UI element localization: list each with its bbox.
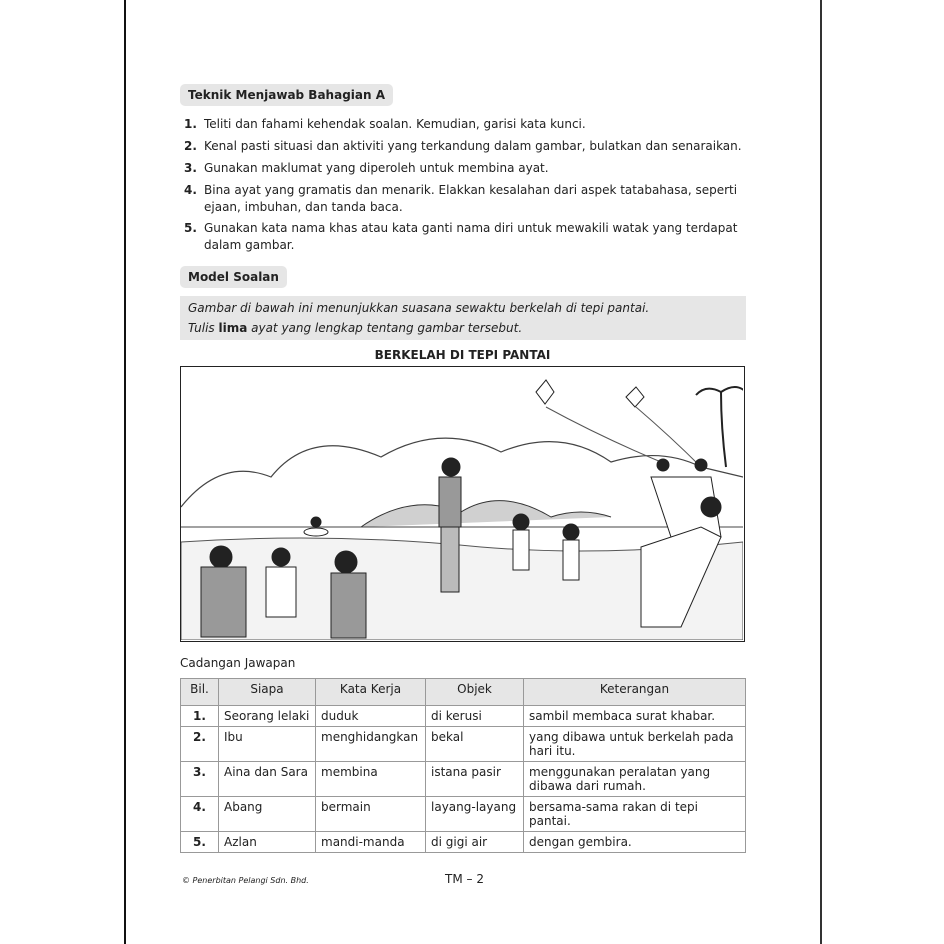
table-row [181, 762, 746, 797]
answer-table [180, 678, 746, 853]
table-cell: bermain [316, 797, 426, 832]
beach-scene-image [181, 367, 743, 640]
technique-item [184, 158, 754, 178]
table-cell: di kerusi [426, 706, 524, 727]
section-heading: Teknik Menjawab Bahagian A [180, 84, 393, 106]
table-cell: sambil membaca surat khabar. [524, 706, 746, 727]
table-cell: 5. [181, 832, 219, 853]
table-cell: 3. [181, 762, 219, 797]
item-text: Gunakan kata nama khas atau kata ganti nama diri untuk mewakili watak yang terdapat dalam gambar. [204, 221, 738, 252]
item-text: Teliti dan fahami kehendak soalan. Kemudian, garisi kata kunci. [204, 117, 586, 131]
table-cell: bersama-sama rakan di tepi pantai. [524, 797, 746, 832]
picture-title: BERKELAH DI TEPI PANTAI [374, 348, 551, 362]
technique-item [184, 114, 754, 134]
technique-list [184, 114, 754, 256]
table-cell: 1. [181, 706, 219, 727]
table-cell: 4. [181, 797, 219, 832]
table-cell: menghidangkan [316, 727, 426, 762]
table-cell: bekal [426, 727, 524, 762]
page-number: TM – 2 [445, 872, 484, 886]
question-line-1: Gambar di bawah ini menunjukkan suasana sewaktu berkelah di tepi pantai. [188, 301, 650, 315]
table-cell: Ibu [219, 727, 316, 762]
item-number: 1. [184, 117, 197, 131]
answer-heading: Cadangan Jawapan [180, 656, 296, 670]
item-number: 2. [184, 139, 197, 153]
item-text: Gunakan maklumat yang diperoleh untuk membina ayat. [204, 161, 549, 175]
table-cell: istana pasir [426, 762, 524, 797]
technique-item [184, 136, 754, 156]
table-cell: dengan gembira. [524, 832, 746, 853]
column-header: Siapa [219, 679, 316, 706]
table-cell: Abang [219, 797, 316, 832]
table-header-row [181, 679, 746, 706]
item-number: 4. [184, 183, 197, 197]
table-row [181, 797, 746, 832]
table-cell: 2. [181, 727, 219, 762]
question-box [180, 296, 746, 340]
table-cell: di gigi air [426, 832, 524, 853]
table-row [181, 706, 746, 727]
table-cell: mandi-manda [316, 832, 426, 853]
table-cell: Aina dan Sara [219, 762, 316, 797]
column-header: Kata Kerja [316, 679, 426, 706]
item-number: 3. [184, 161, 197, 175]
table-cell: duduk [316, 706, 426, 727]
item-text: Kenal pasti situasi dan aktiviti yang terkandung dalam gambar, bulatkan dan senaraikan. [204, 139, 742, 153]
table-cell: Seorang lelaki [219, 706, 316, 727]
item-text: Bina ayat yang gramatis dan menarik. Elakkan kesalahan dari aspek tatabahasa, seperti ejaan, imbuhan, dan tanda baca. [204, 183, 738, 214]
table-cell: Azlan [219, 832, 316, 853]
column-header: Keterangan [524, 679, 746, 706]
item-number: 5. [184, 221, 197, 235]
table-row [181, 832, 746, 853]
question-line-2 [188, 318, 738, 338]
column-header: Bil. [181, 679, 219, 706]
q-text: ayat yang lengkap tentang gambar tersebut. [247, 321, 523, 335]
q-text: Tulis [188, 321, 219, 335]
beach-picnic-illustration [180, 366, 745, 642]
technique-item [184, 180, 754, 216]
column-header: Objek [426, 679, 524, 706]
table-cell: layang-layang [426, 797, 524, 832]
model-heading: Model Soalan [180, 266, 287, 288]
table-row [181, 727, 746, 762]
technique-item [184, 218, 754, 254]
copyright: © Penerbitan Pelangi Sdn. Bhd. [182, 876, 309, 885]
table-cell: menggunakan peralatan yang dibawa dari rumah. [524, 762, 746, 797]
table-cell: yang dibawa untuk berkelah pada hari itu. [524, 727, 746, 762]
q-bold: lima [218, 321, 248, 335]
table-cell: membina [316, 762, 426, 797]
